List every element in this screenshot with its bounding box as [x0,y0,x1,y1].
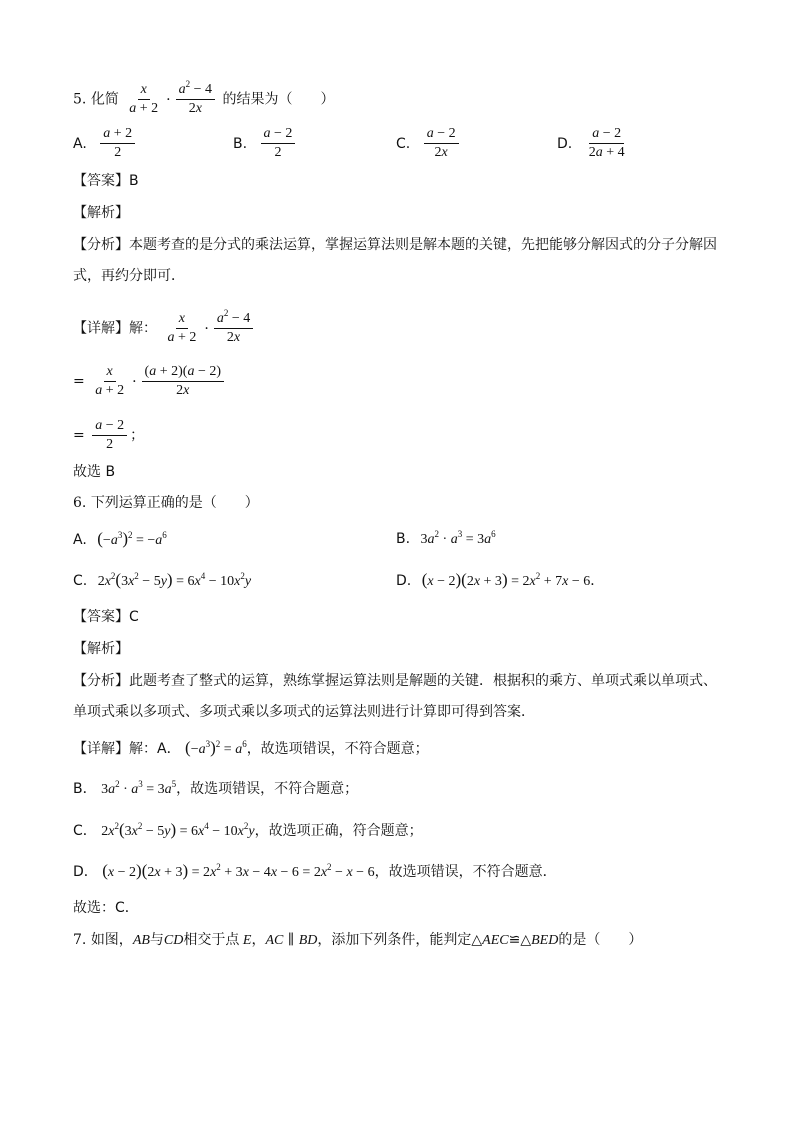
q6-fenxi-line1: 【分析】此题考查了整式的运算，熟练掌握运算法则是解题的关键．根据积的乘方、单项式乘以单项式、 [73,673,717,689]
q6-step-a: 【详解】解：A． $(-a^3)^2 = a^6$，故选项错误，不符合题意； [73,738,429,757]
q6-conclusion: 故选：C． [73,900,139,916]
q5-option-c-expr: $\frac{a - 2}{2x}$ [424,126,459,161]
q5-option-a-expr: $\frac{a + 2}{2}$ [100,126,135,161]
q5-option-c: C. $\frac{a - 2}{2x}$ [396,126,462,161]
q6-option-b-expr: $3a^2 \cdot a^3 = 3a^6$ [420,529,496,547]
q6-option-a-expr: $(-a^3)^2 = -a^6$ [97,529,167,548]
q5-option-a: A. $\frac{a + 2}{2}$ [73,126,138,161]
q5-number: 5. [73,91,87,108]
q5-stem: 5. 化简 $\frac{x}{a + 2}$ · $\frac{a^2 - 4}{2x}$ 的结果为（ ） [73,79,335,116]
q5-option-b-expr: $\frac{a - 2}{2}$ [261,126,296,161]
q6-option-b: B. $3a^2 \cdot a^3 = 3a^6$ [396,529,496,547]
q6-analysis-label: 【解析】 [73,641,129,657]
q5-answer-value: B [129,173,139,189]
q5-fenxi-line2: 式，再约分即可． [73,268,185,284]
q5-option-d: D. $\frac{a - 2}{2a + 4}$ [557,126,631,161]
q6-answer-value: C [129,609,139,625]
q5-conclusion: 故选 B [73,464,116,480]
q7-number: 7. [73,932,87,948]
q6-option-d-expr: $(x - 2)(2x + 3) = 2x^2 + 7x - 6$ [421,570,591,589]
q6-stem: 6. 下列运算正确的是（ ） [73,495,259,511]
q5-fraction-1: $\frac{x}{a + 2}$ [129,82,159,116]
q5-analysis-label: 【解析】 [73,205,129,221]
q6-number: 6. [73,495,87,511]
q5-fraction-2: $\frac{a^2 - 4}{2x}$ [176,82,215,117]
q6-step-b: B． $3a^2 \cdot a^3 = 3a^5$，故选项错误，不符合题意； [73,779,359,797]
q6-step-d: D． $(x - 2)(2x + 3) = 2x^2 + 3x - 4x - 6 = 2x^2 - x - 6$，故选项错误，不符合题意． [73,861,557,880]
q5-fenxi-line1: 【分析】本题考查的是分式的乘法运算，掌握运算法则是解本题的关键，先把能够分解因式的分子分解因 [73,237,717,253]
q5-prefix: 化简 [90,91,119,108]
q5-suffix: 的结果为（ ） [222,91,335,108]
q7-stem: 7. 如图，AB与CD相交于点 E，AC ∥ BD，添加下列条件，能判定△AEC≌△BED的是（ ） [73,932,643,948]
q6-option-c: C. $2x^2(3x^2 - 5y) = 6x^4 - 10x^2y$ [73,570,252,589]
q6-option-a: A. $(-a^3)^2 = -a^6$ [73,529,167,548]
q5-solution-step-2: = $\frac{x}{a + 2}$ · $\frac{(a + 2)(a - 2)}{2x}$ [73,364,227,399]
q5-option-d-expr: $\frac{a - 2}{2a + 4}$ [588,126,625,160]
q6-option-d: D. $(x - 2)(2x + 3) = 2x^2 + 7x - 6$． [396,570,605,589]
q6-step-c: C． $2x^2(3x^2 - 5y) = 6x^4 - 10x^2y$，故选项正确，符合题意； [73,820,423,839]
q6-fenxi-line2: 单项式乘以多项式、多项式乘以多项式的运算法则进行计算即可得到答案． [73,704,535,720]
q6-answer: 【答案】C [73,609,139,625]
q5-solution-step-1: 【详解】解： $\frac{x}{a + 2}$ · $\frac{a^2 - 4}{2x}$ [73,311,256,346]
q5-option-b: B. $\frac{a - 2}{2}$ [233,126,298,161]
q6-option-c-expr: $2x^2(3x^2 - 5y) = 6x^4 - 10x^2y$ [97,570,252,589]
q5-answer: 【答案】B [73,173,139,189]
q5-solution-step-3: = $\frac{a - 2}{2}$ ； [73,418,145,452]
